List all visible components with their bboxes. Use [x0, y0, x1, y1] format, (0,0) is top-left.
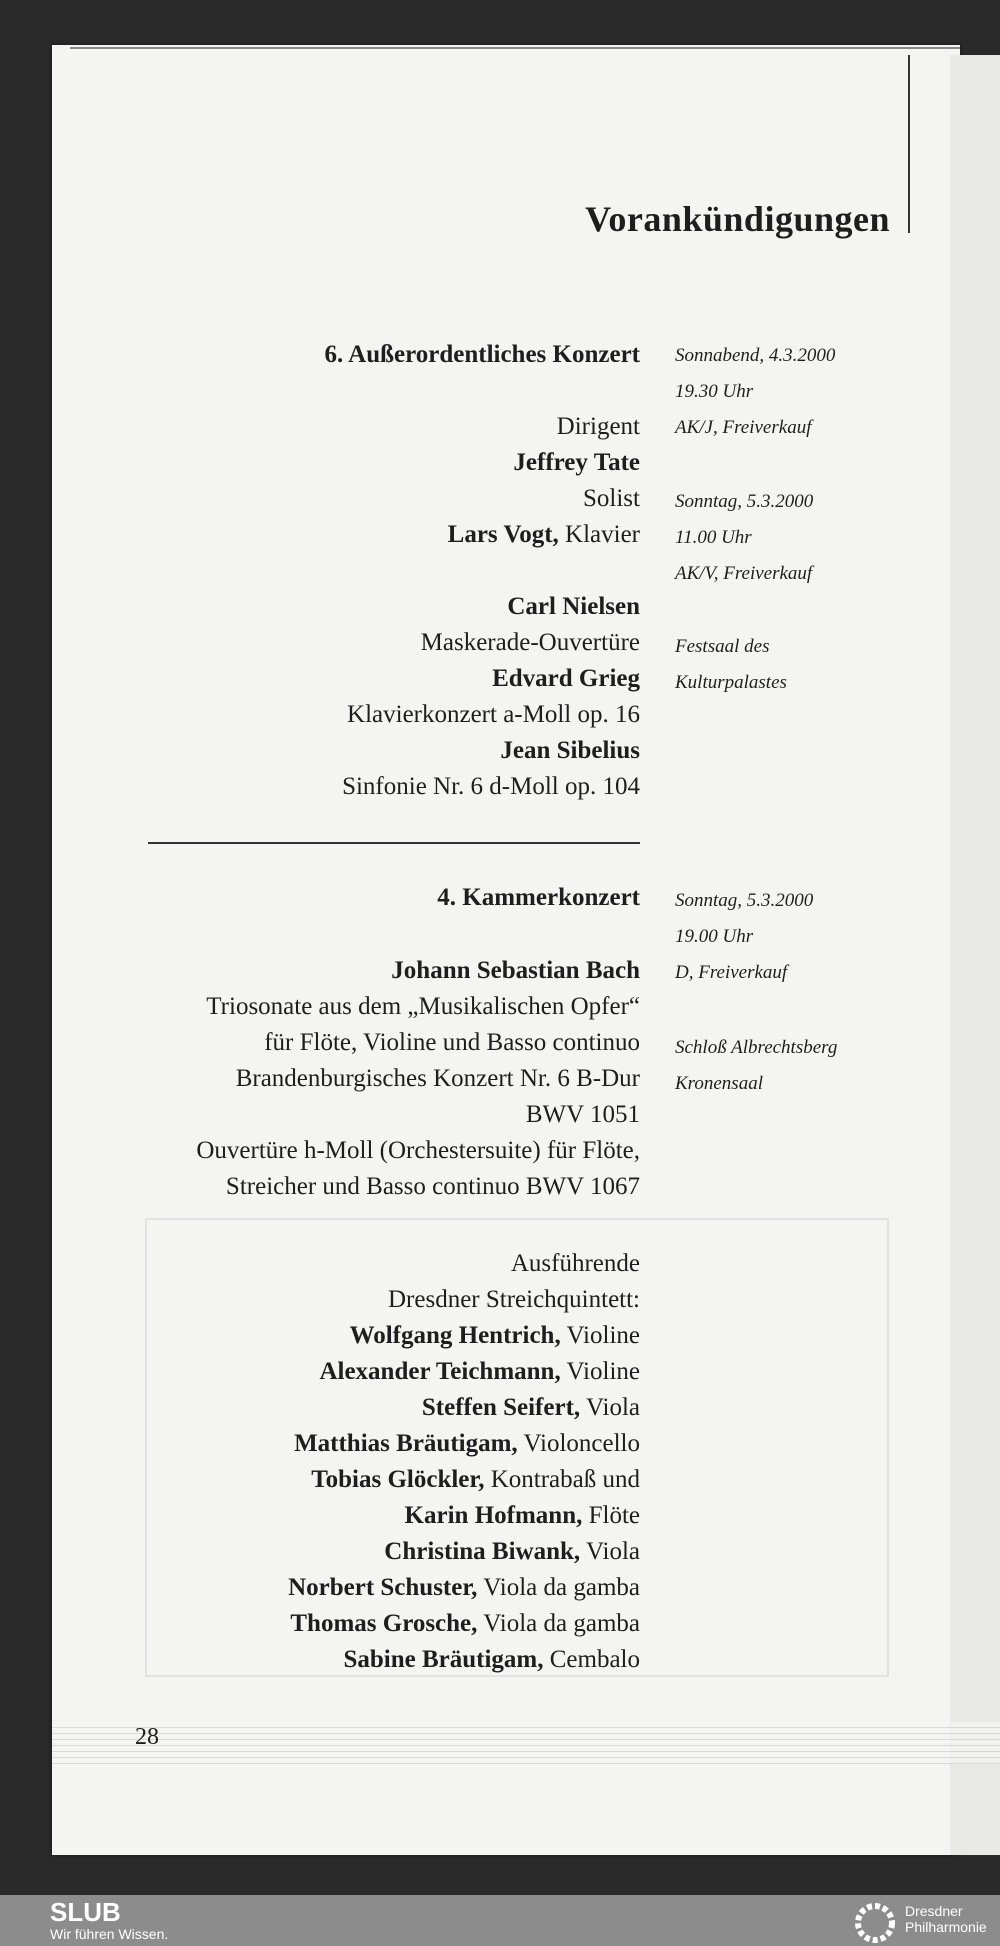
performer-name: Alexander Teichmann, [319, 1358, 561, 1385]
concert1-side-4: 11.00 Uhr [675, 527, 752, 548]
composer-sibelius: Jean Sibelius [500, 737, 640, 764]
concert2-side-1: 19.00 Uhr [675, 926, 754, 947]
performer-name: Wolfgang Hentrich, [349, 1322, 561, 1349]
performer-line [350, 1318, 640, 1354]
concert1-side-2: AK/J, Freiverkauf [675, 417, 812, 438]
program-line: Streicher und Basso continuo BWV 1067 [225, 1173, 640, 1200]
conductor-name: Jeffrey Tate [513, 449, 640, 476]
header-rule [908, 55, 910, 233]
performer-role: Violine [560, 1322, 640, 1349]
performer-line [405, 1498, 640, 1534]
performer-line [343, 1642, 640, 1678]
concert2-side-3: Schloß Albrechtsberg [675, 1037, 838, 1058]
performer-role: Cembalo [543, 1646, 640, 1673]
performer-name: Matthias Bräutigam, [294, 1430, 518, 1457]
ensemble-name: Dresdner Streichquintett: [387, 1286, 640, 1313]
page-top-line [70, 47, 960, 49]
concert1-side-5: AK/V, Freiverkauf [675, 563, 813, 584]
performer-role: Viola da gamba [477, 1574, 640, 1601]
page-number: 28 [135, 1724, 159, 1750]
work-sinfonie: Sinfonie Nr. 6 d-Moll op. 104 [342, 773, 640, 800]
concert2-side-2: D, Freiverkauf [675, 962, 788, 983]
performer-role: Kontrabaß und [484, 1466, 640, 1493]
concert2-side-4: Kronensaal [675, 1073, 763, 1094]
program-line: Triosonate aus dem „Musikalischen Opfer“ [206, 993, 640, 1020]
performer-line [311, 1462, 640, 1498]
conductor-label: Dirigent [556, 413, 640, 440]
partner-line1: Dresdner [905, 1903, 963, 1919]
concert1-side-3: Sonntag, 5.3.2000 [675, 491, 814, 512]
performer-name: Karin Hofmann, [404, 1502, 583, 1529]
section-divider [148, 842, 640, 844]
performer-name: Christina Biwank, [384, 1538, 581, 1565]
performer-line [288, 1570, 640, 1606]
performer-role: Violoncello [517, 1430, 640, 1457]
composer-grieg: Edvard Grieg [492, 665, 640, 692]
page-bottom-lines [52, 1722, 1000, 1764]
philharmonie-logo-icon [850, 1903, 900, 1943]
concert2-heading: 4. Kammerkonzert [437, 884, 640, 911]
performer-role: Viola [580, 1538, 640, 1565]
program-line: BWV 1051 [525, 1101, 640, 1128]
concert1-side-7: Kulturpalastes [675, 672, 787, 693]
slub-logo[interactable] [22, 1898, 168, 1942]
soloist-instrument: Klavier [558, 521, 640, 548]
page-title: Vorankündigungen [585, 199, 890, 239]
composer-bach: Johann Sebastian Bach [391, 957, 640, 984]
performer-name: Steffen Seifert, [421, 1394, 581, 1421]
page-edge [950, 55, 1000, 1855]
program-line: für Flöte, Violine und Basso continuo [264, 1029, 640, 1056]
slub-name: SLUB [50, 1897, 121, 1927]
performer-line [422, 1390, 640, 1426]
partner-line2: Philharmonie [905, 1919, 987, 1935]
performer-name: Thomas Grosche, [290, 1610, 478, 1637]
performer-name: Tobias Glöckler, [311, 1466, 485, 1493]
performer-line [384, 1534, 640, 1570]
partner-logo-text [905, 1903, 987, 1935]
performer-role: Flöte [582, 1502, 640, 1529]
soloist-name: Lars Vogt, [447, 521, 559, 548]
program-line: Brandenburgisches Konzert Nr. 6 B-Dur [235, 1065, 640, 1092]
performer-role: Viola da gamba [477, 1610, 640, 1637]
performer-role: Violine [560, 1358, 640, 1385]
performer-line [290, 1606, 640, 1642]
performers-label: Ausführende [510, 1250, 640, 1277]
concert1-side-1: 19.30 Uhr [675, 381, 754, 402]
concert1-side-0: Sonnabend, 4.3.2000 [675, 345, 836, 366]
concert1-side-6: Festsaal des [675, 636, 770, 657]
work-klavierkonzert: Klavierkonzert a-Moll op. 16 [347, 701, 640, 728]
composer-nielsen: Carl Nielsen [507, 593, 640, 620]
performer-name: Norbert Schuster, [288, 1574, 478, 1601]
performer-line [319, 1354, 640, 1390]
soloist-label: Solist [583, 485, 640, 512]
performer-name: Sabine Bräutigam, [343, 1646, 544, 1673]
concert1-heading: 6. Außerordentliches Konzert [324, 341, 640, 368]
soloist-line [448, 517, 640, 553]
slub-motto: Wir führen Wissen. [50, 1926, 169, 1942]
work-maskerade: Maskerade-Ouvertüre [420, 629, 640, 656]
concert2-side-0: Sonntag, 5.3.2000 [675, 890, 814, 911]
performer-role: Viola [580, 1394, 640, 1421]
performer-line [294, 1426, 640, 1462]
program-line: Ouvertüre h-Moll (Orchestersuite) für Flöte, [196, 1137, 640, 1164]
